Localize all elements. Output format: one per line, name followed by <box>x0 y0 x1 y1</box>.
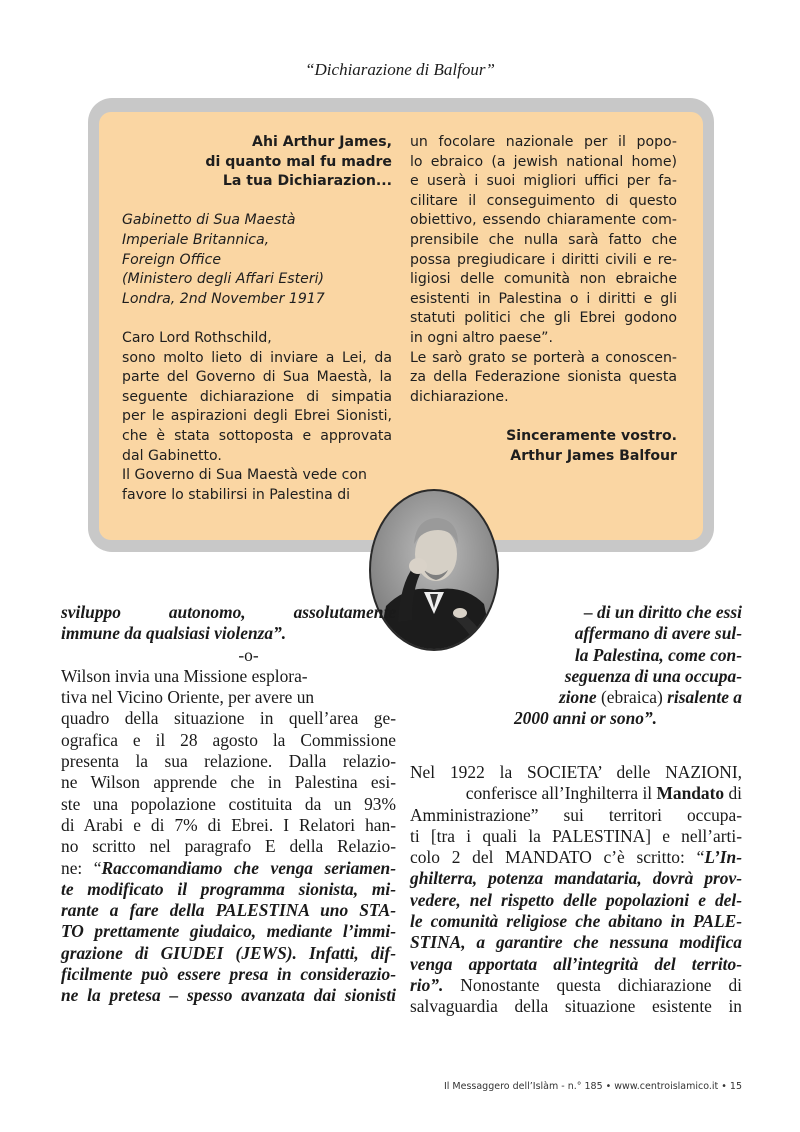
letter-line: ligiosi delle comunità non ebraiche <box>410 271 677 288</box>
letter-closing: Sinceramente vostro. <box>506 427 677 444</box>
letter-line: un focolare nazionale per il popo- <box>410 134 677 150</box>
article-line: Amministrazione” sui territori occupa- <box>410 804 742 825</box>
letter-line: obiettivo, essendo chiaramente com- <box>410 212 677 229</box>
article-line: di Arabi e di 7% di Ebrei. I Relatori han- <box>61 814 396 835</box>
letter-left-column <box>122 133 392 505</box>
quote-line: ghilterra, potenza mandataria, dovrà prov- <box>410 868 742 889</box>
address-line: Foreign Office <box>122 251 222 268</box>
quote-line: venga apportata all’integrità del territo- <box>410 953 742 974</box>
letter-line: favore lo stabilirsi in Palestina di <box>122 486 351 503</box>
letter-salutation: Caro Lord Rothschild, <box>122 329 272 346</box>
text-run: (ebraica) <box>600 687 668 708</box>
letter-line: prensibile che nulla sarà fatto che <box>410 231 677 248</box>
letter-line: statuti politici che gli Ebrei godono <box>410 310 677 327</box>
article-line: ne Wilson apprende che in Palestina esi- <box>61 772 396 793</box>
text-run: conferisce all’Inghilterra il <box>465 783 657 804</box>
quote-line: la Palestina, come con- <box>574 644 742 665</box>
quote-line: te modificato il programma sionista, mi- <box>61 878 396 899</box>
text-run: colo 2 del MANDATO c’è scritto: “ <box>410 847 705 868</box>
quote-run: zione <box>558 687 601 708</box>
letter-line: possa pregiudicare i diritti civili e re- <box>410 251 677 268</box>
quote-line: affermano di avere sul- <box>574 623 742 644</box>
quote-line: 2000 anni or sono”. <box>513 708 657 729</box>
article-line <box>410 783 742 804</box>
article-line: sviluppo autonomo, assolutamente <box>61 602 396 622</box>
article-line: Wilson invia una Missione esplora- <box>61 665 308 686</box>
quote-line: grazione di GIUDEI (JEWS). Infatti, dif- <box>61 942 396 963</box>
article-line <box>410 847 742 868</box>
letter-address <box>122 211 392 309</box>
letter-line: cilitare il conseguimento di questo <box>410 192 677 209</box>
quote-line: seguenza di una occupa- <box>564 665 742 686</box>
bold-run: Mandato <box>656 783 725 804</box>
quote-run: L’In- <box>704 847 742 868</box>
letter-line: lo ebraico (a jewish national home) <box>410 153 677 170</box>
letter-body-left <box>122 329 392 505</box>
letter-line: dal Gabinetto. <box>122 447 222 464</box>
epigraph-line: di quanto mal fu madre <box>205 153 392 170</box>
quote-run: Raccomandiamo che venga seriamen- <box>101 857 396 878</box>
text-run: di <box>724 783 742 804</box>
address-line: Londra, 2nd November 1917 <box>122 290 325 307</box>
article-line: presenta la sua relazione. Dalla relazio- <box>61 751 396 772</box>
letter-line: in ogni altro paese”. <box>410 329 553 346</box>
article-line: no scritto nel paragrafo E della Relazio- <box>61 836 396 857</box>
letter-signoff <box>410 427 677 466</box>
address-line: (Ministero degli Affari Esteri) <box>122 271 325 288</box>
article-right-column <box>410 762 742 1018</box>
quote-line: – di un diritto che essi <box>584 602 742 622</box>
address-line: Imperiale Britannica, <box>122 231 270 248</box>
quote-line: rante a fare della PALESTINA uno STA- <box>61 900 396 921</box>
article-left-column <box>61 602 396 1007</box>
epigraph <box>122 133 392 192</box>
article-line: ste una popolazione costituita da un 93% <box>61 793 396 814</box>
article-line: immune da qualsiasi violenza”. <box>61 623 287 644</box>
quote-run: risalente a <box>667 687 742 708</box>
letter-line: per le aspirazioni degli Ebrei Sionisti, <box>122 408 392 425</box>
article-line: tiva nel Vicino Oriente, per avere un <box>61 687 315 708</box>
article-right-top <box>514 602 742 730</box>
section-separator: -o- <box>238 644 259 665</box>
letter-line: Le sarò grato se porterà a conoscen- <box>410 349 677 366</box>
page-footer: Il Messaggero dell’Islàm - n.° 185 • www.centroislamico.it • 15 <box>443 1081 742 1092</box>
letter-line: parte del Governo di Sua Maestà, la <box>122 369 392 386</box>
quote-line: STINA, a garantire che nessuna modifica <box>410 932 742 953</box>
text-run: Nonostante questa dichiarazione di <box>443 974 742 995</box>
address-line: Gabinetto di Sua Maestà <box>122 212 296 229</box>
article-line <box>410 975 742 996</box>
article-line <box>61 858 396 879</box>
quote-line: ficilmente può essere presa in considerazio- <box>61 964 396 985</box>
letter-line: Il Governo di Sua Maestà vede con <box>122 467 367 484</box>
letter-line: esistenti in Palestina o i diritti e gli <box>410 290 677 307</box>
page-header-title: “Dichiarazione di Balfour” <box>305 60 495 79</box>
letter-line: dichiarazione. <box>410 388 509 405</box>
article-line: ografica e il 28 agosto la Commissione <box>61 729 396 750</box>
letter-line: sono molto lieto di inviare a Lei, da <box>122 349 392 366</box>
epigraph-line: Ahi Arthur James, <box>252 134 392 150</box>
quote-run: rio”. <box>410 974 444 995</box>
quote-line: le comunità religiose che abitano in PALE- <box>410 911 742 932</box>
article-line: Nel 1922 la SOCIETA’ delle NAZIONI, <box>410 762 742 782</box>
letter-line: e userà i suoi migliori uffici per fa- <box>410 173 677 190</box>
letter-signature: Arthur James Balfour <box>510 447 677 464</box>
quote-line: ne la pretesa – spesso avanzata dai sionisti <box>61 985 396 1006</box>
letter-line: seguente dichiarazione di simpatia <box>122 388 392 405</box>
epigraph-line: La tua Dichiarazion... <box>222 173 392 190</box>
quote-line: vedere, nel rispetto delle popolazioni e del- <box>410 889 742 910</box>
text-run: ne: “ <box>61 857 102 878</box>
article-line: quadro della situazione in quell’area ge- <box>61 708 396 729</box>
article-line: salvaguardia della situazione esistente in <box>410 996 742 1017</box>
quote-line: TO prettamente giudaico, mediante l’immi- <box>61 921 396 942</box>
letter-right-column <box>410 133 677 466</box>
article-line: ti [tra i quali la PALESTINA] e nell’arti- <box>410 825 742 846</box>
letter-line: za della Federazione sionista questa <box>410 369 677 386</box>
quote-line <box>514 687 742 708</box>
letter-line: che è stata sottoposta e approvata <box>122 427 392 444</box>
